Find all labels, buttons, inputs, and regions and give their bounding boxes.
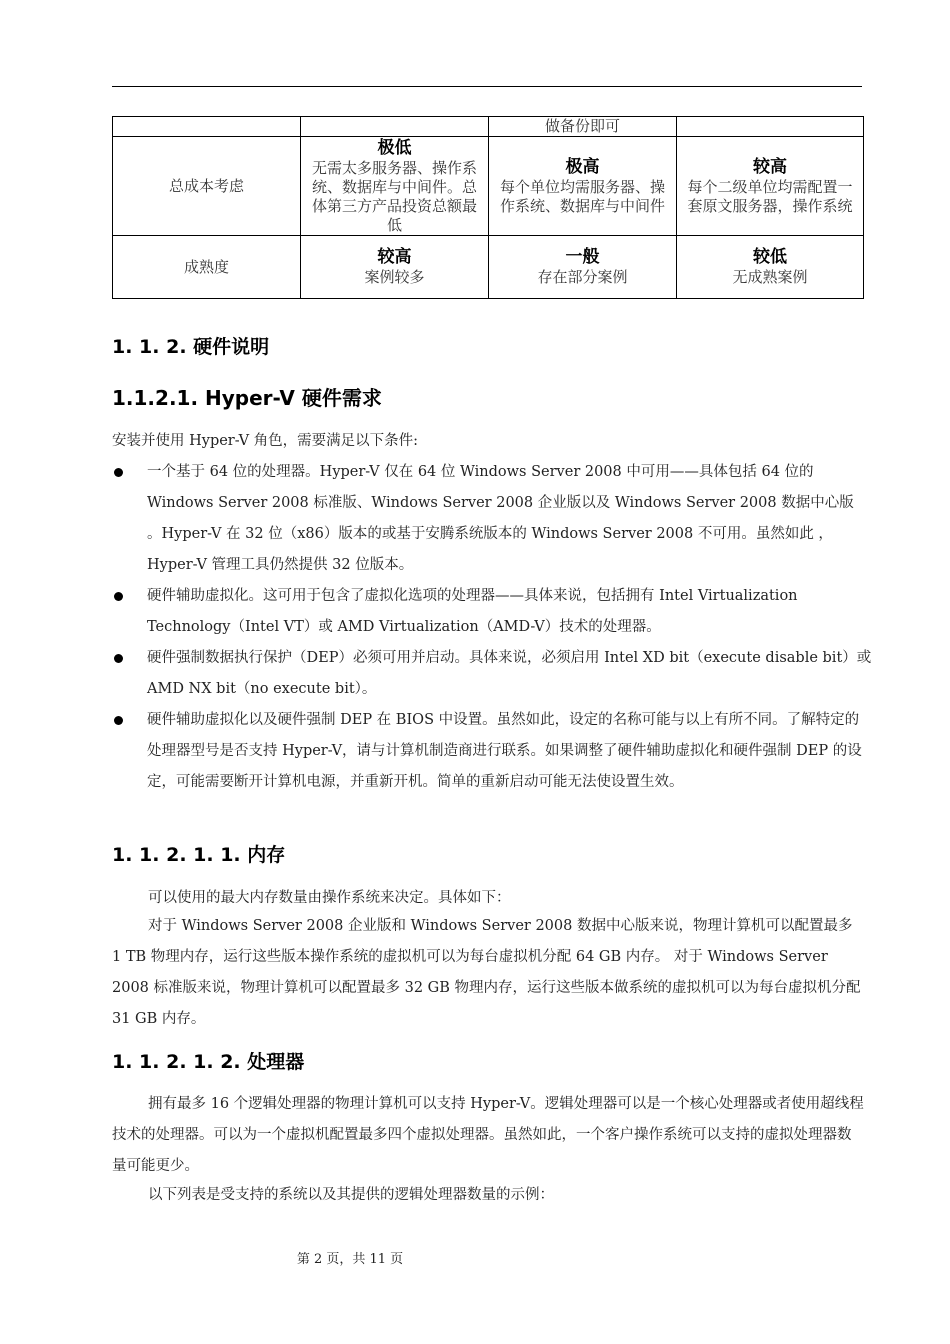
memory-paragraph-2: 对于 Windows Server 2008 企业版和 Windows Server 2008 数据中心版来说，物理计算机可以配置最多 1 TB 物理内存，运行这些版本操作系统的虚拟机可以为每台虚拟机分配 64 GB 内存。 对于 Windows Server 2008 标准版来说，物理计算机可以配置最多 32 GB 物理内存，运行这些版本做系统的虚拟机可以为每台虚拟机分配 31 GB 内存。: [112, 918, 861, 1027]
bullet-icon: [114, 654, 123, 663]
cell-desc: 做备份即可: [544, 117, 620, 135]
table-cell: [677, 137, 864, 236]
cell-desc: 无需太多服务器、操作系统、数据库与中间件。总体第三方产品投资总额最低: [311, 158, 477, 234]
table-cell: [301, 117, 489, 137]
list-item-text: 一个基于 64 位的处理器。Hyper-V 仅在 64 位 Windows Server 2008 中可用——具体包括 64 位的 Windows Server 2008 标准版、Windows Server 2008 企业版以及 Windows Server 2008 数据中心版 。Hyper-V 在 32 位（x86）版本的或基于安腾系统版本的 Windows Server 2008 不可用。虽然如此 ，Hyper-V 管理工具仍然提供 32 位版本。: [147, 464, 854, 573]
cell-desc: 存在部分案例: [537, 268, 628, 286]
table-cell: [301, 236, 489, 299]
list-item-text: 硬件辅助虚拟化。这可用于包含了虚拟化选项的处理器——具体来说，包括拥有 Intel Virtualization Technology（Intel VT）或 AMD Virtualization（AMD-V）技术的处理器。: [147, 588, 798, 635]
comparison-table: [112, 116, 864, 299]
table-row: [113, 117, 864, 137]
table-cell: [301, 137, 489, 236]
section-heading-memory: 1. 1. 2. 1. 1. 内存: [112, 844, 286, 866]
header-rule: [112, 86, 862, 87]
section-heading-processor: 1. 1. 2. 1. 2. 处理器: [112, 1051, 305, 1073]
cell-level: 较高: [753, 156, 787, 177]
list-item: [112, 581, 872, 643]
table-cell: [489, 236, 677, 299]
cell-level: 较低: [753, 247, 787, 267]
processor-paragraph-2: 以下列表是受支持的系统以及其提供的逻辑处理器数量的示例：: [148, 1187, 554, 1203]
intro-paragraph: 安装并使用 Hyper-V 角色，需要满足以下条件:: [112, 433, 419, 449]
cell-desc: 每个单位均需服务器、操作系统、数据库与中间件: [499, 177, 665, 215]
section-heading-hardware: 1. 1. 2. 硬件说明: [112, 336, 270, 358]
row-label: 总成本考虑: [113, 137, 301, 236]
requirements-list: [112, 457, 872, 798]
page-footer: 第 2 页，共 11 页: [296, 1252, 404, 1267]
bullet-icon: [114, 716, 123, 725]
section-heading-hyperv-requirements: 1.1.2.1. Hyper-V 硬件需求: [112, 386, 382, 410]
table-cell: [489, 137, 677, 236]
table-cell: [677, 236, 864, 299]
row-label: [113, 117, 301, 137]
cell-level: 一般: [565, 247, 600, 267]
row-label: 成熟度: [113, 236, 301, 299]
cell-level: 极高: [565, 156, 600, 177]
bullet-icon: [114, 592, 123, 601]
cell-desc: 案例较多: [364, 268, 425, 286]
table-row: [113, 236, 864, 299]
list-item-text: 硬件辅助虚拟化以及硬件强制 DEP 在 BIOS 中设置。虽然如此，设定的名称可能与以上有所不同。了解特定的处理器型号是否支持 Hyper-V，请与计算机制造商进行联系。如果调整了硬件辅助虚拟化和硬件强制 DEP 的设定，可能需要断开计算机电源，并重新开机。简单的重新启动可能无法使设置生效。: [147, 712, 862, 790]
list-item: [112, 457, 872, 581]
list-item: [112, 705, 872, 798]
table-cell: [677, 117, 864, 137]
cell-level: 较高: [377, 247, 412, 267]
table-row: [113, 137, 864, 236]
cell-level: 极低: [377, 137, 412, 158]
memory-paragraph-1: 可以使用的最大内存数量由操作系统来决定。具体如下：: [148, 890, 511, 906]
processor-paragraph-1: 拥有最多 16 个逻辑处理器的物理计算机可以支持 Hyper-V。逻辑处理器可以是一个核心处理器或者使用超线程技术的处理器。可以为一个虚拟机配置最多四个虚拟处理器。虽然如此，一个客户操作系统可以支持的虚拟处理器数量可能更少。: [112, 1096, 864, 1174]
cell-desc: 每个二级单位均需配置一套原文服务器，操作系统: [687, 177, 853, 215]
bullet-icon: [114, 468, 123, 477]
cell-desc: 无成熟案例: [732, 268, 808, 286]
list-item-text: 硬件强制数据执行保护（DEP）必须可用并启动。具体来说，必须启用 Intel XD bit（execute disable bit）或 AMD NX bit（no execute bit）。: [147, 650, 872, 697]
table-cell: [489, 117, 677, 137]
list-item: [112, 643, 872, 705]
